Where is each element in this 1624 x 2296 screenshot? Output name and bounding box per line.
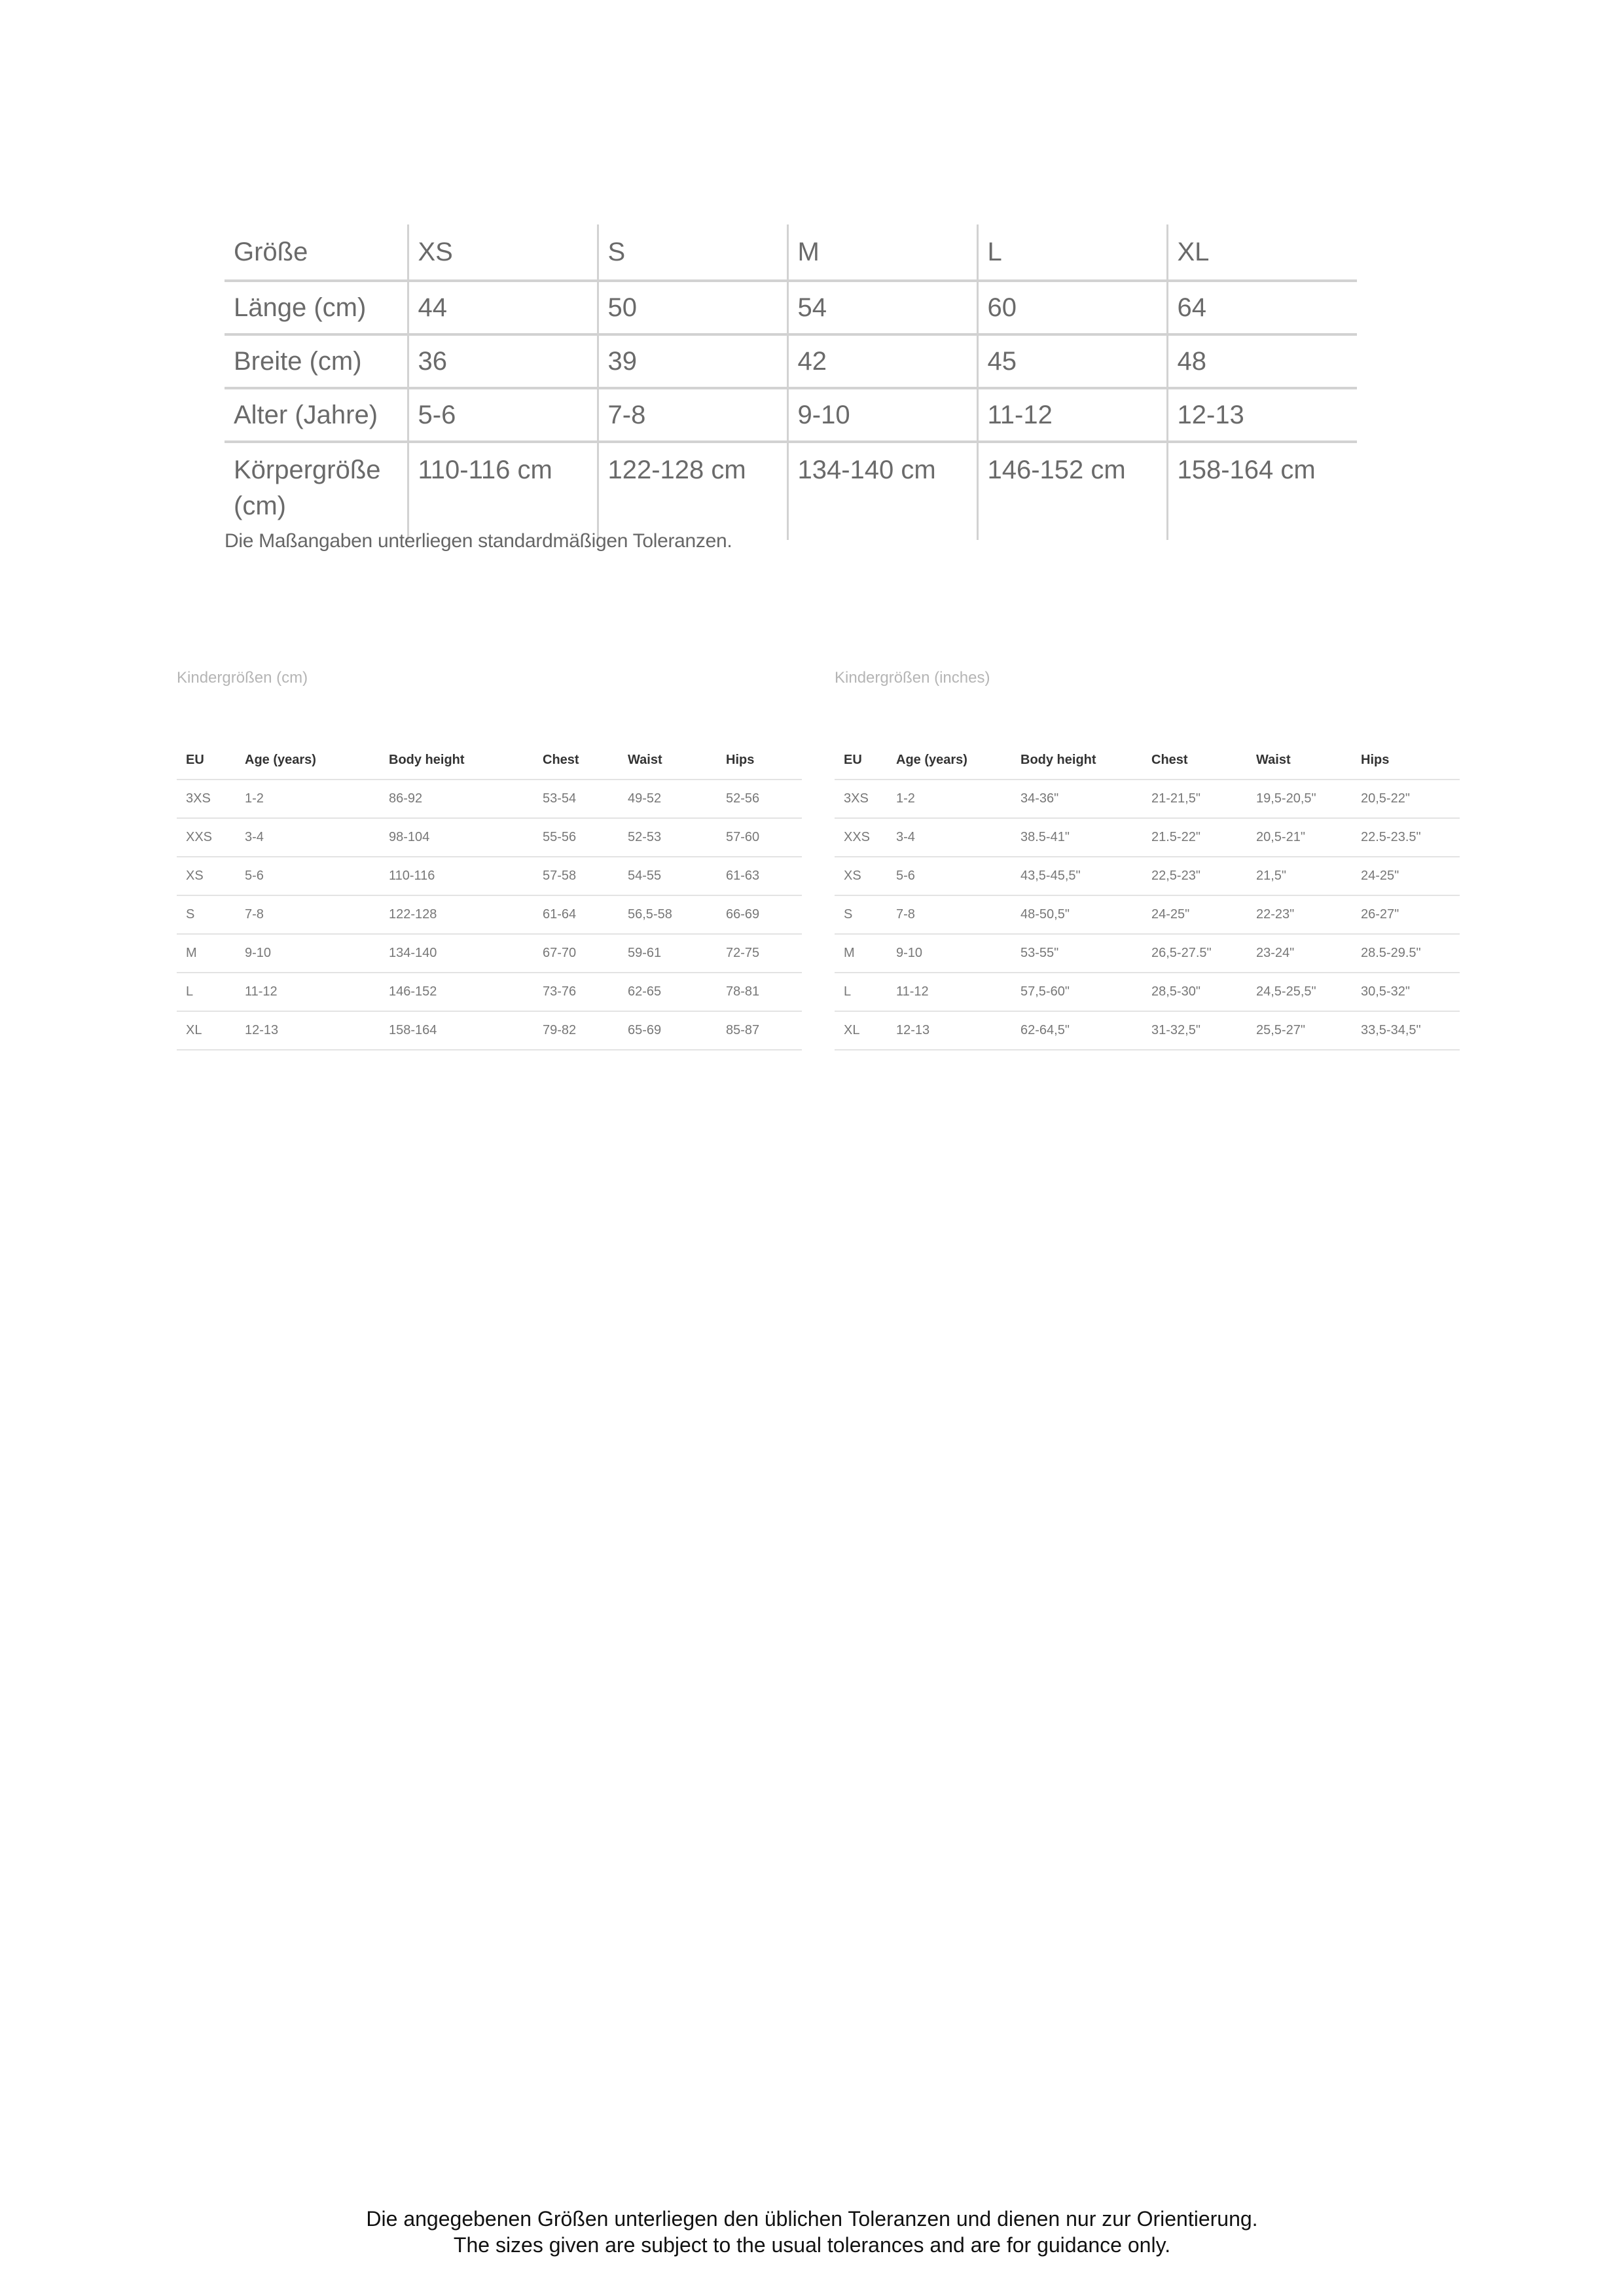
table-cell: 110-116 (380, 857, 533, 895)
table-cell: 61-63 (717, 857, 802, 895)
table-row (835, 857, 1460, 895)
table-cell: 43,5-45,5" (1011, 857, 1142, 895)
table-cell: 7-8 (236, 895, 380, 934)
column-header: Chest (1142, 741, 1247, 780)
table-cell: 24-25" (1142, 895, 1247, 934)
kids-cm-header-row (177, 741, 802, 780)
table-cell: XL (177, 1011, 236, 1050)
table-cell: 57-60 (717, 818, 802, 857)
garment-cell: 54 (787, 281, 977, 334)
table-cell: 56,5-58 (619, 895, 717, 934)
table-row (177, 973, 802, 1011)
table-cell: 38.5-41" (1011, 818, 1142, 857)
table-cell: 30,5-32" (1352, 973, 1460, 1011)
table-cell: 31-32,5" (1142, 1011, 1247, 1050)
table-cell: 23-24" (1247, 934, 1352, 973)
table-cell: 52-56 (717, 780, 802, 818)
table-cell: 62-64,5" (1011, 1011, 1142, 1050)
table-cell: 65-69 (619, 1011, 717, 1050)
garment-cell: L (977, 224, 1167, 281)
table-cell: 52-53 (619, 818, 717, 857)
table-cell: 62-65 (619, 973, 717, 1011)
table-cell: 25,5-27" (1247, 1011, 1352, 1050)
table-cell: 78-81 (717, 973, 802, 1011)
table-cell: 26-27" (1352, 895, 1460, 934)
table-cell: 11-12 (887, 973, 1011, 1011)
garment-cell: 146-152 cm (977, 442, 1167, 540)
footer-line-german: Die angegebenen Größen unterliegen den üblichen Toleranzen und dienen nur zur Orientierung. (366, 2207, 1258, 2231)
garment-cell: 7-8 (598, 388, 787, 442)
table-cell: 22,5-23" (1142, 857, 1247, 895)
garment-cell: M (787, 224, 977, 281)
table-cell: XL (835, 1011, 887, 1050)
table-row (177, 818, 802, 857)
page-footer (0, 2206, 1624, 2258)
garment-row-age (225, 388, 1357, 442)
garment-row-width (225, 334, 1357, 388)
kids-in-title: Kindergrößen (inches) (835, 669, 990, 687)
table-cell: 146-152 (380, 973, 533, 1011)
table-cell: XXS (835, 818, 887, 857)
garment-tolerance-note: Die Maßangaben unterliegen standardmäßigen Toleranzen. (225, 530, 732, 552)
garment-cell: 39 (598, 334, 787, 388)
table-cell: 57-58 (533, 857, 619, 895)
table-row (177, 780, 802, 818)
column-header: EU (835, 741, 887, 780)
table-row (177, 1011, 802, 1050)
table-row (835, 1011, 1460, 1050)
table-cell: 122-128 (380, 895, 533, 934)
table-cell: 34-36" (1011, 780, 1142, 818)
garment-cell: 134-140 cm (787, 442, 977, 540)
column-header: Hips (717, 741, 802, 780)
table-cell: 21,5" (1247, 857, 1352, 895)
column-header: Age (years) (236, 741, 380, 780)
table-cell: 3-4 (236, 818, 380, 857)
table-cell: 11-12 (236, 973, 380, 1011)
garment-row-body-height (225, 442, 1357, 540)
garment-cell: 9-10 (787, 388, 977, 442)
garment-cell: Breite (cm) (225, 334, 408, 388)
garment-cell: 36 (408, 334, 598, 388)
garment-cell: 110-116 cm (408, 442, 598, 540)
column-header: Waist (619, 741, 717, 780)
table-cell: 28,5-30" (1142, 973, 1247, 1011)
table-row (177, 857, 802, 895)
table-cell: 12-13 (887, 1011, 1011, 1050)
garment-cell: XL (1167, 224, 1357, 281)
kids-in-table (835, 741, 1460, 1050)
table-row (835, 895, 1460, 934)
column-header: Body height (1011, 741, 1142, 780)
kids-cm-table (177, 741, 802, 1050)
table-cell: 7-8 (887, 895, 1011, 934)
table-cell: 19,5-20,5" (1247, 780, 1352, 818)
kids-cm-title: Kindergrößen (cm) (177, 669, 308, 687)
table-cell: 158-164 (380, 1011, 533, 1050)
table-cell: 67-70 (533, 934, 619, 973)
garment-cell: 122-128 cm (598, 442, 787, 540)
table-cell: 20,5-21" (1247, 818, 1352, 857)
table-cell: L (835, 973, 887, 1011)
garment-cell: 11-12 (977, 388, 1167, 442)
table-cell: XS (835, 857, 887, 895)
table-cell: 22.5-23.5" (1352, 818, 1460, 857)
table-cell: 9-10 (887, 934, 1011, 973)
table-row (835, 780, 1460, 818)
table-cell: 28.5-29.5" (1352, 934, 1460, 973)
garment-cell: 64 (1167, 281, 1357, 334)
table-cell: 12-13 (236, 1011, 380, 1050)
garment-cell: 50 (598, 281, 787, 334)
table-cell: 86-92 (380, 780, 533, 818)
column-header: Age (years) (887, 741, 1011, 780)
table-cell: 48-50,5" (1011, 895, 1142, 934)
table-cell: L (177, 973, 236, 1011)
column-header: EU (177, 741, 236, 780)
table-cell: XXS (177, 818, 236, 857)
table-cell: 54-55 (619, 857, 717, 895)
table-cell: S (177, 895, 236, 934)
table-cell: 9-10 (236, 934, 380, 973)
kids-cm-body (177, 780, 802, 1050)
table-cell: 20,5-22" (1352, 780, 1460, 818)
table-cell: 85-87 (717, 1011, 802, 1050)
table-cell: 134-140 (380, 934, 533, 973)
footer-line-english: The sizes given are subject to the usual tolerances and are for guidance only. (453, 2233, 1171, 2257)
table-cell: XS (177, 857, 236, 895)
column-header: Hips (1352, 741, 1460, 780)
table-cell: 24-25" (1352, 857, 1460, 895)
table-cell: 61-64 (533, 895, 619, 934)
garment-cell: 158-164 cm (1167, 442, 1357, 540)
table-cell: 26,5-27.5" (1142, 934, 1247, 973)
table-row (835, 818, 1460, 857)
garment-cell: Größe (225, 224, 408, 281)
table-cell: 5-6 (887, 857, 1011, 895)
garment-cell: 5-6 (408, 388, 598, 442)
table-cell: 98-104 (380, 818, 533, 857)
kids-in-body (835, 780, 1460, 1050)
table-cell: 1-2 (236, 780, 380, 818)
column-header: Waist (1247, 741, 1352, 780)
table-cell: 3XS (835, 780, 887, 818)
garment-cell: Körpergröße (cm) (234, 456, 381, 520)
table-cell: 73-76 (533, 973, 619, 1011)
kids-in-header-row (835, 741, 1460, 780)
table-cell: 5-6 (236, 857, 380, 895)
table-cell: 57,5-60" (1011, 973, 1142, 1011)
table-cell: 55-56 (533, 818, 619, 857)
table-cell: 79-82 (533, 1011, 619, 1050)
table-cell: 21-21,5" (1142, 780, 1247, 818)
table-cell: 22-23" (1247, 895, 1352, 934)
garment-cell: Länge (cm) (225, 281, 408, 334)
table-cell: 21.5-22" (1142, 818, 1247, 857)
garment-row-length (225, 281, 1357, 334)
garment-cell: S (598, 224, 787, 281)
garment-cell: 42 (787, 334, 977, 388)
garment-cell: 45 (977, 334, 1167, 388)
table-cell: 66-69 (717, 895, 802, 934)
table-cell: 3-4 (887, 818, 1011, 857)
table-cell: 24,5-25,5" (1247, 973, 1352, 1011)
table-cell: S (835, 895, 887, 934)
table-row (835, 934, 1460, 973)
table-cell: 59-61 (619, 934, 717, 973)
garment-cell: 60 (977, 281, 1167, 334)
garment-size-table (225, 224, 1357, 540)
table-cell: M (177, 934, 236, 973)
garment-cell: 48 (1167, 334, 1357, 388)
table-row (835, 973, 1460, 1011)
table-cell: M (835, 934, 887, 973)
garment-table-body (225, 224, 1357, 540)
column-header: Body height (380, 741, 533, 780)
table-cell: 49-52 (619, 780, 717, 818)
table-cell: 72-75 (717, 934, 802, 973)
garment-cell: Alter (Jahre) (225, 388, 408, 442)
table-row (177, 934, 802, 973)
garment-cell: 44 (408, 281, 598, 334)
garment-row-size (225, 224, 1357, 281)
garment-cell: 12-13 (1167, 388, 1357, 442)
table-cell: 1-2 (887, 780, 1011, 818)
table-cell: 33,5-34,5" (1352, 1011, 1460, 1050)
table-cell: 3XS (177, 780, 236, 818)
table-cell: 53-54 (533, 780, 619, 818)
table-row (177, 895, 802, 934)
table-cell: 53-55" (1011, 934, 1142, 973)
garment-cell: XS (408, 224, 598, 281)
column-header: Chest (533, 741, 619, 780)
